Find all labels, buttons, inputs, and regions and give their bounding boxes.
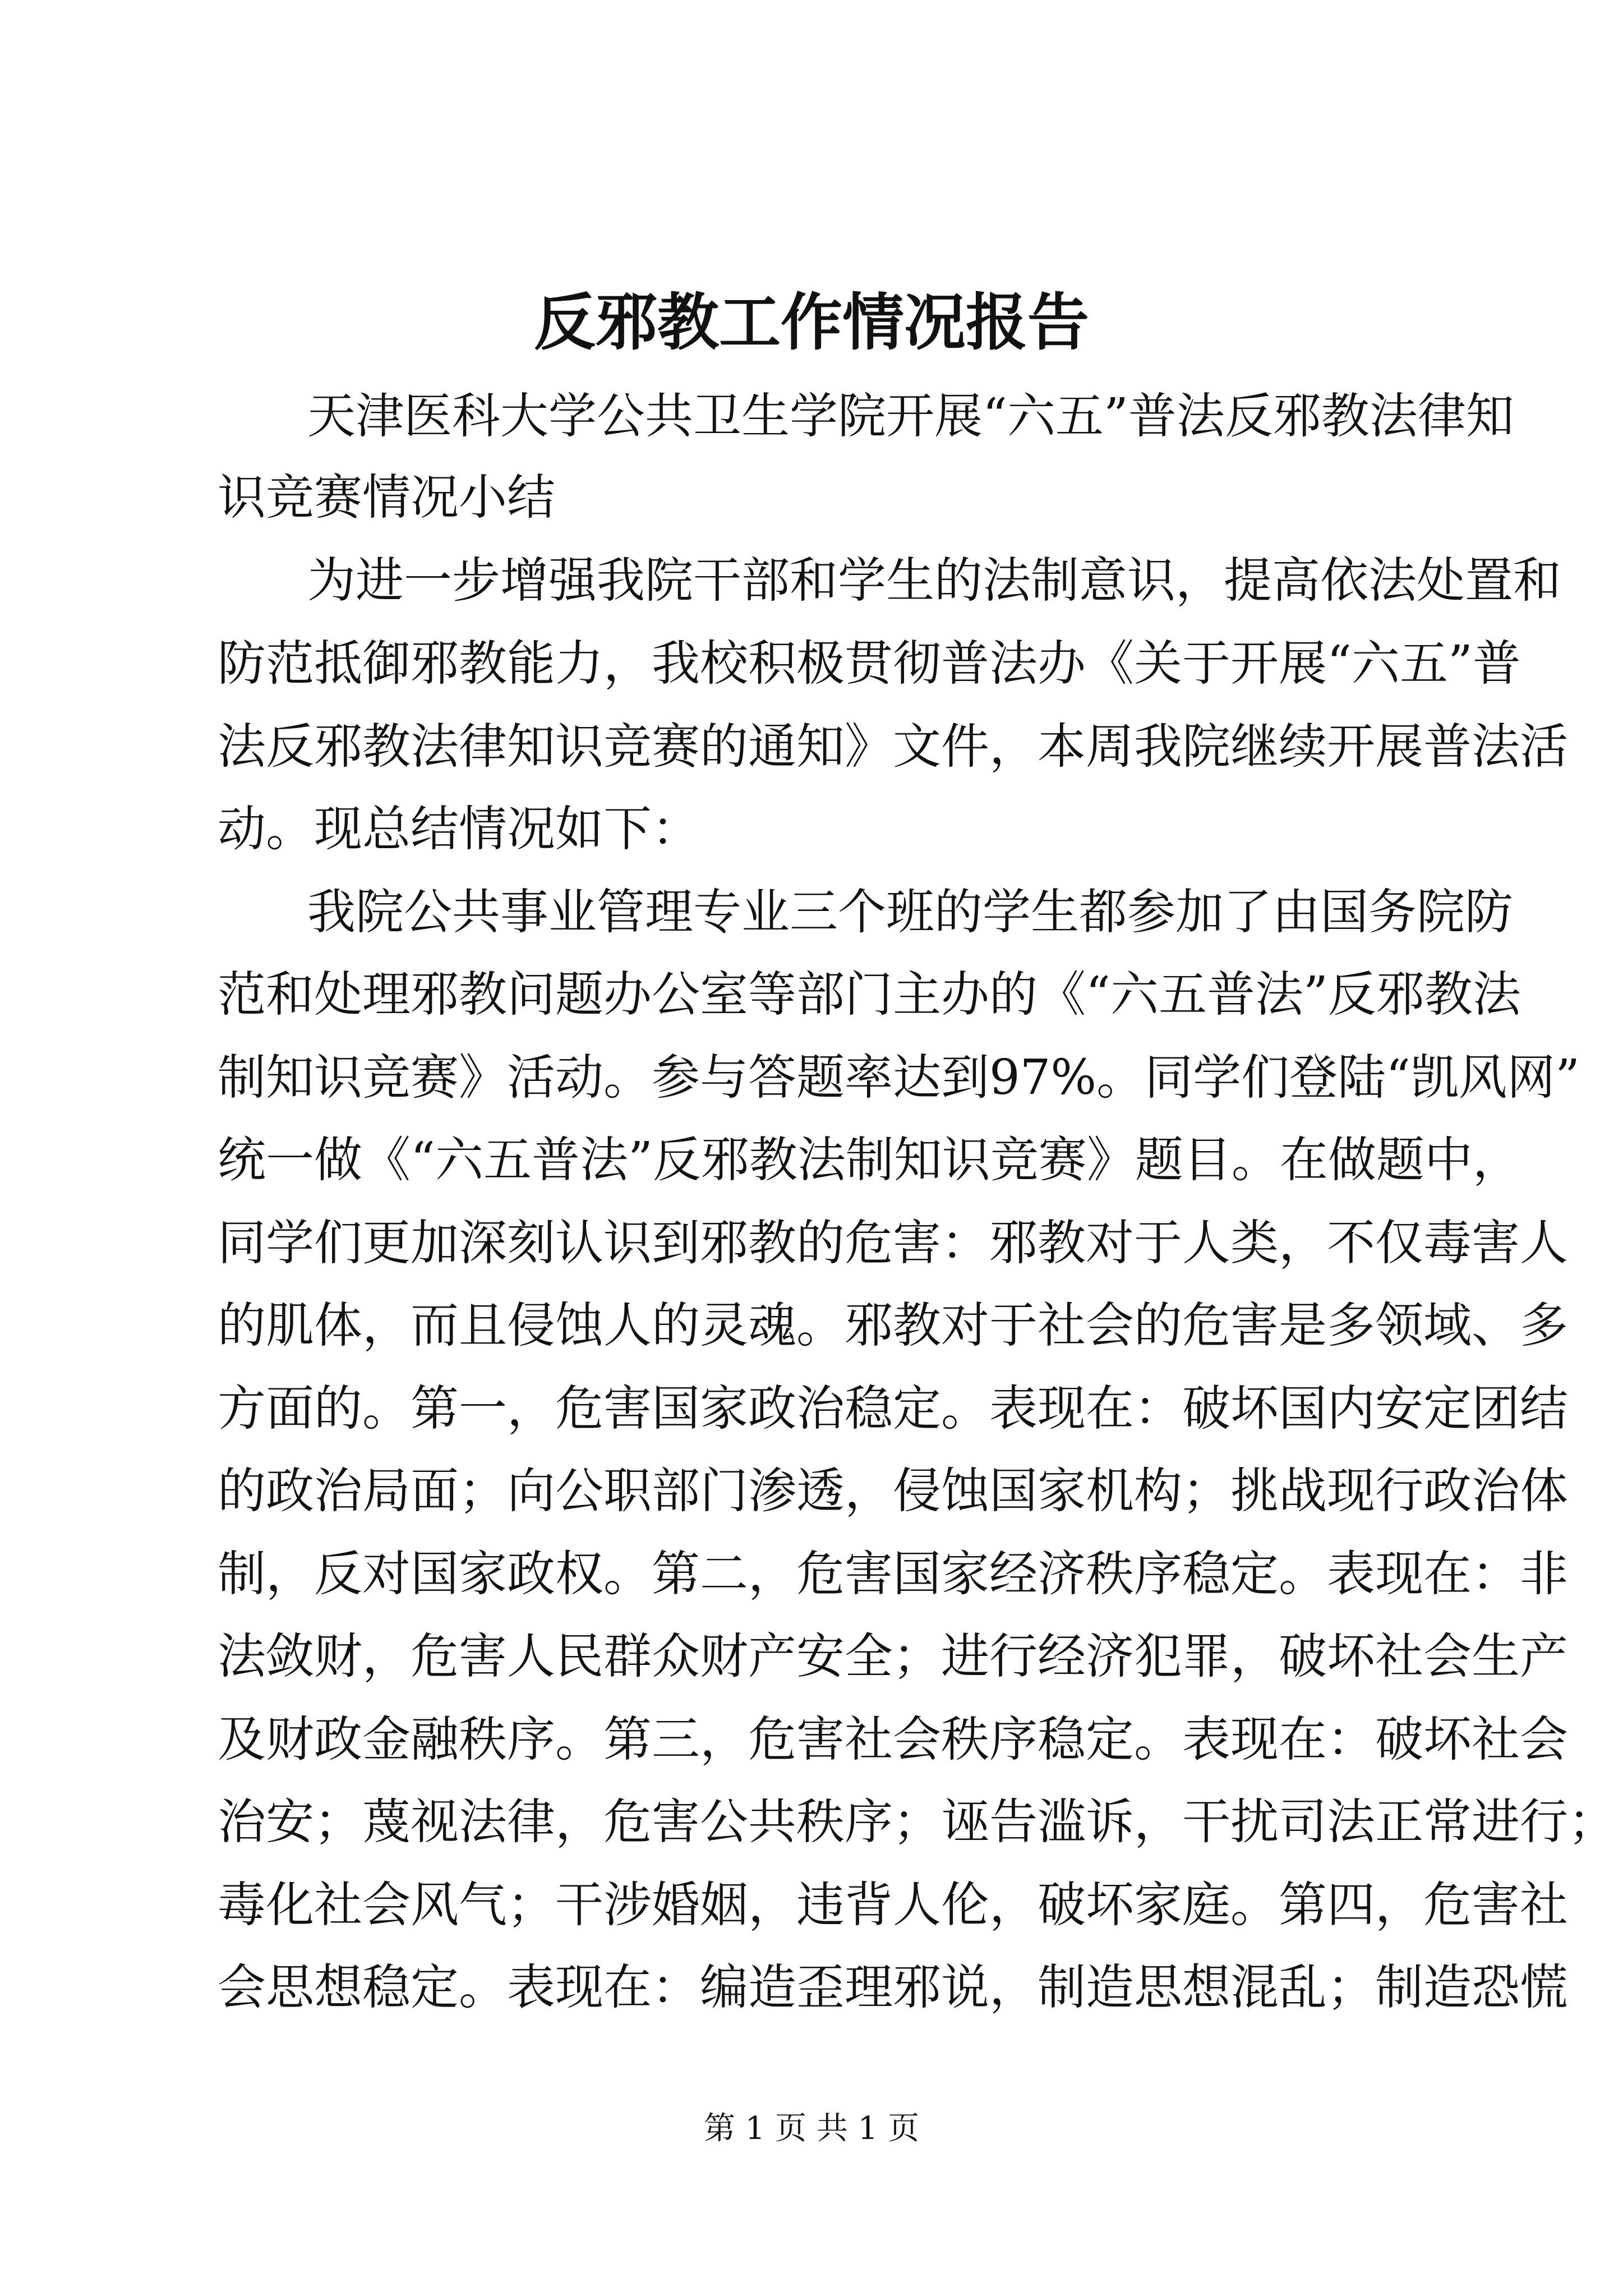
text-line-16: 法敛财，危害人民群众财产安全；进行经济犯罪，破坏社会生产: [218, 1628, 1568, 1685]
text-line-14: 的政治局面；向公职部门渗透，侵蚀国家机构；挑战现行政治体: [218, 1463, 1568, 1519]
text-line-19: 毒化社会风气；干涉婚姻，违背人伦，破坏家庭。第四，危害社: [218, 1877, 1568, 1933]
text-line-5: 法反邪教法律知识竞赛的通知》文件，本周我院继续开展普法活: [218, 719, 1568, 775]
text-line-2: 识竞赛情况小结: [218, 470, 555, 526]
text-line-8: 范和处理邪教问题办公室等部门主办的《“六五普法”反邪教法: [218, 967, 1521, 1023]
text-line-6: 动。现总结情况如下：: [218, 801, 700, 857]
text-line-7: 我院公共事业管理专业三个班的学生都参加了由国务院防: [307, 884, 1513, 940]
page-footer: 第 1 页 共 1 页: [703, 2110, 920, 2147]
text-line-13: 方面的。第一，危害国家政治稳定。表现在：破坏国内安定团结: [218, 1381, 1568, 1437]
text-line-15: 制，反对国家政权。第二，危害国家经济秩序稳定。表现在：非: [218, 1546, 1568, 1602]
text-line-18: 治安；蔑视法律，危害公共秩序；诬告滥诉，干扰司法正常进行；: [218, 1794, 1616, 1850]
text-line-20: 会思想稳定。表现在：编造歪理邪说，制造思想混乱；制造恐慌: [218, 1959, 1568, 2016]
text-line-9: 制知识竞赛》活动。参与答题率达到97%。同学们登陆“凯风网”: [218, 1050, 1580, 1106]
text-line-1: 天津医科大学公共卫生学院开展“六五”普法反邪教法律知: [307, 388, 1514, 444]
text-line-12: 的肌体，而且侵蚀人的灵魂。邪教对于社会的危害是多领域、多: [218, 1297, 1568, 1354]
document-title: 反邪教工作情况报告: [534, 286, 1089, 358]
text-line-10: 统一做《“六五普法”反邪教法制知识竞赛》题目。在做题中，: [218, 1132, 1521, 1188]
text-line-3: 为进一步增强我院干部和学生的法制意识，提高依法处置和: [307, 553, 1561, 609]
text-line-11: 同学们更加深刻认识到邪教的危害：邪教对于人类，不仅毒害人: [218, 1215, 1568, 1271]
text-line-17: 及财政金融秩序。第三，危害社会秩序稳定。表现在：破坏社会: [218, 1711, 1568, 1768]
text-line-4: 防范抵御邪教能力，我校积极贯彻普法办《关于开展“六五”普: [218, 636, 1521, 692]
